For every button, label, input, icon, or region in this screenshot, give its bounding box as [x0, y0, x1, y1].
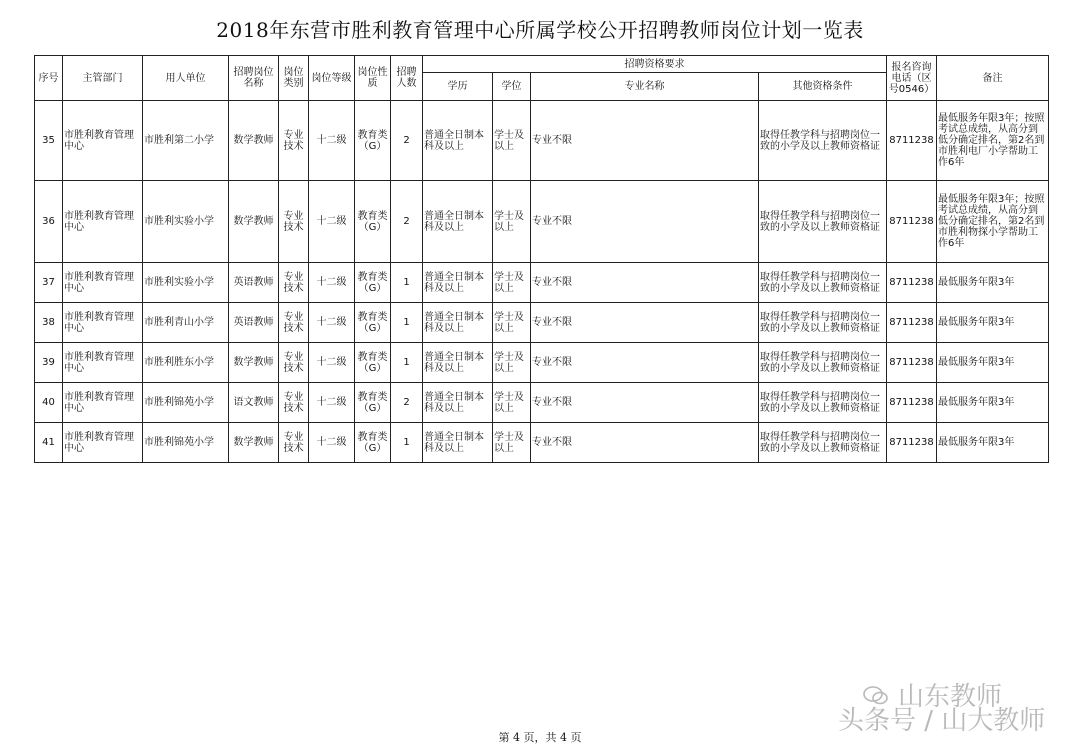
header-post-level: 岗位等级	[309, 56, 355, 101]
table-row	[35, 343, 1049, 383]
table-row	[35, 383, 1049, 423]
header-row-1	[35, 56, 1049, 73]
cell-remark: 最低服务年限3年	[937, 343, 1049, 383]
cell-dept: 市胜利教育管理中心	[63, 343, 143, 383]
cell-seq: 41	[35, 423, 63, 463]
cell-count: 1	[391, 263, 423, 303]
cell-other: 取得任教学科与招聘岗位一致的小学及以上教师资格证	[759, 303, 887, 343]
cell-post: 数学教师	[229, 181, 279, 263]
cell-other: 取得任教学科与招聘岗位一致的小学及以上教师资格证	[759, 383, 887, 423]
cell-degree: 学士及以上	[493, 423, 531, 463]
cell-count: 1	[391, 343, 423, 383]
header-count: 招聘人数	[391, 56, 423, 101]
cell-degree: 学士及以上	[493, 181, 531, 263]
table-row	[35, 303, 1049, 343]
header-post-nature: 岗位性质	[355, 56, 391, 101]
cell-edu: 普通全日制本科及以上	[423, 303, 493, 343]
cell-seq: 38	[35, 303, 63, 343]
header-dept: 主管部门	[63, 56, 143, 101]
cell-phone: 8711238	[887, 101, 937, 181]
header-education: 学历	[423, 73, 493, 101]
cell-edu: 普通全日制本科及以上	[423, 383, 493, 423]
cell-type: 专业技术	[279, 383, 309, 423]
cell-major: 专业不限	[531, 303, 759, 343]
cell-major: 专业不限	[531, 263, 759, 303]
cell-dept: 市胜利教育管理中心	[63, 423, 143, 463]
cell-major: 专业不限	[531, 423, 759, 463]
cell-count: 1	[391, 303, 423, 343]
cell-edu: 普通全日制本科及以上	[423, 101, 493, 181]
cell-post: 数学教师	[229, 101, 279, 181]
cell-degree: 学士及以上	[493, 343, 531, 383]
cell-unit: 市胜利青山小学	[143, 303, 229, 343]
watermark-line1: 山东教师	[898, 682, 1003, 712]
cell-level: 十二级	[309, 101, 355, 181]
table-row	[35, 181, 1049, 263]
cell-other: 取得任教学科与招聘岗位一致的小学及以上教师资格证	[759, 101, 887, 181]
header-unit: 用人单位	[143, 56, 229, 101]
cell-count: 1	[391, 423, 423, 463]
cell-major: 专业不限	[531, 101, 759, 181]
cell-post: 语文教师	[229, 383, 279, 423]
cell-type: 专业技术	[279, 263, 309, 303]
cell-post: 数学教师	[229, 423, 279, 463]
cell-other: 取得任教学科与招聘岗位一致的小学及以上教师资格证	[759, 423, 887, 463]
cell-unit: 市胜利实验小学	[143, 181, 229, 263]
cell-edu: 普通全日制本科及以上	[423, 343, 493, 383]
cell-level: 十二级	[309, 303, 355, 343]
watermark-line2: 头条号 / 山大教师	[838, 706, 1046, 736]
cell-remark: 最低服务年限3年；按照考试总成绩，从高分到低分确定排名，第2名到市胜利电厂小学帮助工作6年	[937, 101, 1049, 181]
cell-major: 专业不限	[531, 383, 759, 423]
cell-post: 英语教师	[229, 263, 279, 303]
cell-major: 专业不限	[531, 181, 759, 263]
cell-post: 英语教师	[229, 303, 279, 343]
cell-nature: 教育类（G）	[355, 181, 391, 263]
page-footer: 第 4 页，共 4 页	[498, 731, 582, 744]
cell-degree: 学士及以上	[493, 383, 531, 423]
cell-remark: 最低服务年限3年	[937, 423, 1049, 463]
cell-nature: 教育类（G）	[355, 263, 391, 303]
cell-other: 取得任教学科与招聘岗位一致的小学及以上教师资格证	[759, 263, 887, 303]
cell-other: 取得任教学科与招聘岗位一致的小学及以上教师资格证	[759, 343, 887, 383]
cell-level: 十二级	[309, 181, 355, 263]
cell-phone: 8711238	[887, 181, 937, 263]
cell-phone: 8711238	[887, 343, 937, 383]
cell-edu: 普通全日制本科及以上	[423, 423, 493, 463]
cell-nature: 教育类（G）	[355, 423, 391, 463]
cell-level: 十二级	[309, 263, 355, 303]
cell-type: 专业技术	[279, 343, 309, 383]
header-remarks: 备注	[937, 56, 1049, 101]
cell-dept: 市胜利教育管理中心	[63, 101, 143, 181]
cell-dept: 市胜利教育管理中心	[63, 263, 143, 303]
cell-dept: 市胜利教育管理中心	[63, 303, 143, 343]
cell-remark: 最低服务年限3年；按照考试总成绩，从高分到低分确定排名，第2名到市胜利物探小学帮助工作6年	[937, 181, 1049, 263]
header-other: 其他资格条件	[759, 73, 887, 101]
cell-type: 专业技术	[279, 423, 309, 463]
cell-seq: 39	[35, 343, 63, 383]
cell-degree: 学士及以上	[493, 303, 531, 343]
cell-remark: 最低服务年限3年	[937, 383, 1049, 423]
table-row	[35, 101, 1049, 181]
cell-phone: 8711238	[887, 263, 937, 303]
cell-count: 2	[391, 383, 423, 423]
cell-type: 专业技术	[279, 101, 309, 181]
cell-unit: 市胜利实验小学	[143, 263, 229, 303]
page-title: 2018年东营市胜利教育管理中心所属学校公开招聘教师岗位计划一览表	[216, 18, 864, 42]
cell-nature: 教育类（G）	[355, 343, 391, 383]
cell-level: 十二级	[309, 343, 355, 383]
cell-unit: 市胜利胜东小学	[143, 343, 229, 383]
cell-nature: 教育类（G）	[355, 303, 391, 343]
cell-dept: 市胜利教育管理中心	[63, 383, 143, 423]
cell-count: 2	[391, 101, 423, 181]
cell-count: 2	[391, 181, 423, 263]
cell-edu: 普通全日制本科及以上	[423, 263, 493, 303]
cell-seq: 37	[35, 263, 63, 303]
cell-phone: 8711238	[887, 383, 937, 423]
header-degree: 学位	[493, 73, 531, 101]
header-phone: 报名咨询电话（区号0546）	[887, 56, 937, 101]
cell-other: 取得任教学科与招聘岗位一致的小学及以上教师资格证	[759, 181, 887, 263]
cell-remark: 最低服务年限3年	[937, 303, 1049, 343]
header-post-name: 招聘岗位名称	[229, 56, 279, 101]
cell-type: 专业技术	[279, 303, 309, 343]
cell-seq: 35	[35, 101, 63, 181]
cell-degree: 学士及以上	[493, 101, 531, 181]
cell-dept: 市胜利教育管理中心	[63, 181, 143, 263]
cell-type: 专业技术	[279, 181, 309, 263]
wechat-logo-icon	[862, 685, 890, 707]
cell-unit: 市胜利锦苑小学	[143, 383, 229, 423]
cell-edu: 普通全日制本科及以上	[423, 181, 493, 263]
cell-seq: 36	[35, 181, 63, 263]
table-row	[35, 263, 1049, 303]
cell-level: 十二级	[309, 383, 355, 423]
cell-phone: 8711238	[887, 303, 937, 343]
cell-nature: 教育类（G）	[355, 101, 391, 181]
cell-nature: 教育类（G）	[355, 383, 391, 423]
cell-post: 数学教师	[229, 343, 279, 383]
cell-unit: 市胜利第二小学	[143, 101, 229, 181]
cell-degree: 学士及以上	[493, 263, 531, 303]
table-row	[35, 423, 1049, 463]
cell-remark: 最低服务年限3年	[937, 263, 1049, 303]
cell-unit: 市胜利锦苑小学	[143, 423, 229, 463]
header-post-type: 岗位类别	[279, 56, 309, 101]
cell-seq: 40	[35, 383, 63, 423]
header-seq: 序号	[35, 56, 63, 101]
recruitment-table	[34, 55, 1049, 463]
header-requirements: 招聘资格要求	[423, 56, 887, 73]
cell-major: 专业不限	[531, 343, 759, 383]
cell-phone: 8711238	[887, 423, 937, 463]
header-major: 专业名称	[531, 73, 759, 101]
cell-level: 十二级	[309, 423, 355, 463]
